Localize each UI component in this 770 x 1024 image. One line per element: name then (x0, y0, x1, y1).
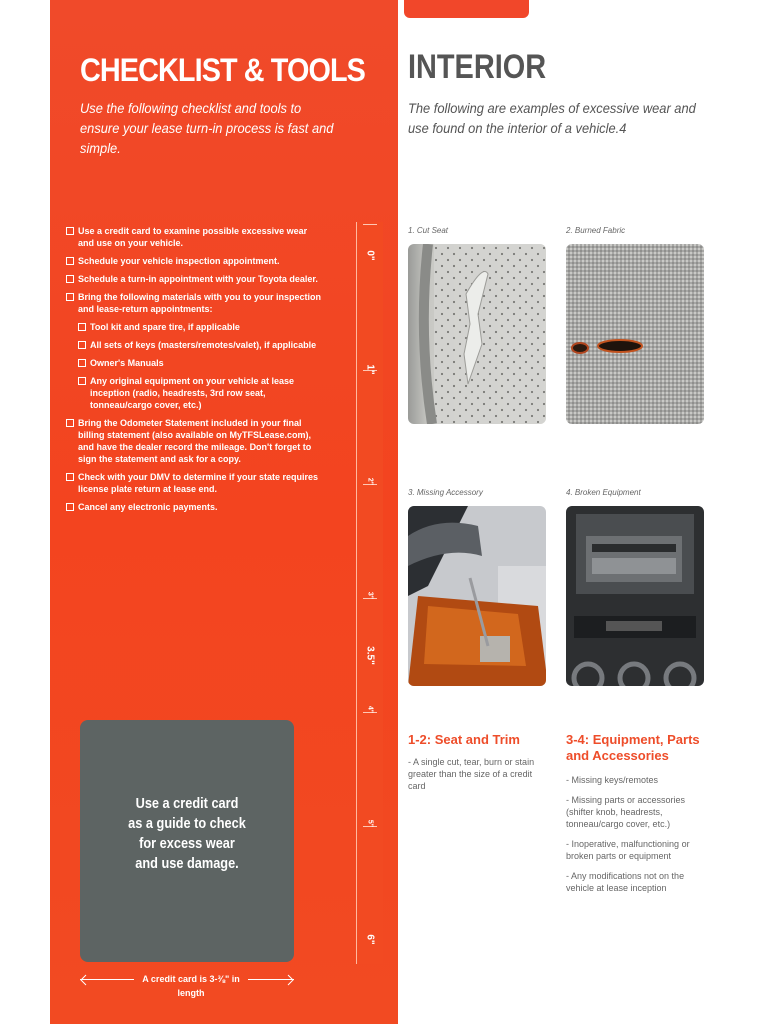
list-item: - Any modifications not on the vehicle at lease inception (566, 871, 685, 893)
ruler-label: 2" (366, 477, 374, 486)
checklist-subitem: All sets of keys (masters/remotes/valet), if applicable (76, 339, 324, 351)
checklist-item: Use a credit card to examine possible excessive wear and use on your vehicle. (64, 225, 324, 249)
checklist-subitem: Owner's Manuals (76, 357, 324, 369)
checkbox-icon (78, 341, 86, 349)
equipment-heading: 3-4: Equipment, Parts and Accessories (566, 732, 700, 763)
list-item: - A single cut, tear, burn or stain greater than the size of a credit card (408, 757, 535, 791)
photo-caption: 3. Missing Accessory (408, 488, 483, 497)
interior-title: INTERIOR (408, 48, 547, 86)
measure-arrows-icon (80, 972, 294, 988)
checkbox-icon (66, 293, 74, 301)
checklist-subitem: Any original equipment on your vehicle at lease inception (radio, headrests, 3rd row seat, tonneau/cargo cover, etc.) (76, 375, 324, 411)
ruler-tick-line (363, 224, 377, 225)
credit-card-guide (80, 720, 294, 962)
list-item: - Missing parts or accessories (shifter knob, headrests, tonneau/cargo cover, etc.) (566, 795, 686, 829)
seat-trim-heading: 1-2: Seat and Trim (408, 732, 520, 747)
seat-trim-list (408, 756, 538, 800)
credit-card-ruler (356, 222, 383, 964)
ruler-label: 1" (364, 364, 376, 375)
checkbox-icon (66, 275, 74, 283)
checklist-subtitle: Use the following checklist and tools to ensure your lease turn-in process is fast and simple. (80, 100, 334, 156)
photo-caption: 1. Cut Seat (408, 226, 449, 235)
interior-subtitle: The following are examples of excessive wear and use found on the interior of a vehicle.4 (408, 100, 696, 136)
card-length-measure (80, 972, 294, 998)
checklist-item: Check with your DMV to determine if your state requires license plate return at lease end. (64, 471, 324, 495)
ruler-label: 3" (366, 591, 374, 600)
header-tab (404, 0, 529, 18)
checkbox-icon (78, 359, 86, 367)
checklist-item: Cancel any electronic payments. (64, 501, 324, 513)
checklist-item: Schedule your vehicle inspection appointment. (64, 255, 324, 267)
ruler-label: 0" (364, 250, 376, 261)
broken-equipment-photo (566, 506, 704, 686)
checkbox-icon (66, 227, 74, 235)
checkbox-icon (66, 473, 74, 481)
checklist-title: CHECKLIST & TOOLS (80, 52, 365, 88)
list-item: - Inoperative, malfunctioning or broken parts or equipment (566, 839, 690, 861)
ruler-label: 4" (366, 705, 374, 714)
checkbox-icon (66, 257, 74, 265)
cut-seat-photo (408, 244, 546, 424)
equipment-list (566, 774, 696, 902)
checkbox-icon (78, 377, 86, 385)
ruler-label: 3.5" (364, 646, 376, 665)
checkbox-icon (78, 323, 86, 331)
credit-card-text: Use a credit card as a guide to check for excess wear and use damage. (128, 795, 246, 872)
burned-fabric-photo (566, 244, 704, 424)
checklist-item: Bring the Odometer Statement included in your final billing statement (also available on MyTFSLease.com), and have the dealer record the mileage. Don't forget to sign the statement and ask for a copy. (64, 417, 324, 465)
photo-caption: 4. Broken Equipment (566, 488, 641, 497)
checklist-item: Bring the following materials with you to your inspection and lease-return appointments: (64, 291, 324, 315)
checkbox-icon (66, 503, 74, 511)
photo-caption: 2. Burned Fabric (566, 226, 626, 235)
ruler-label: 6" (364, 934, 376, 945)
checkbox-icon (66, 419, 74, 427)
checklist-item: Schedule a turn-in appointment with your Toyota dealer. (64, 273, 324, 285)
checklist (64, 225, 324, 519)
checklist-subitem: Tool kit and spare tire, if applicable (76, 321, 324, 333)
card-length-label: A credit card is 3-⅜" in length (142, 974, 240, 998)
missing-accessory-photo (408, 506, 546, 686)
list-item: - Missing keys/remotes (566, 775, 659, 785)
ruler-label: 5" (366, 819, 374, 828)
